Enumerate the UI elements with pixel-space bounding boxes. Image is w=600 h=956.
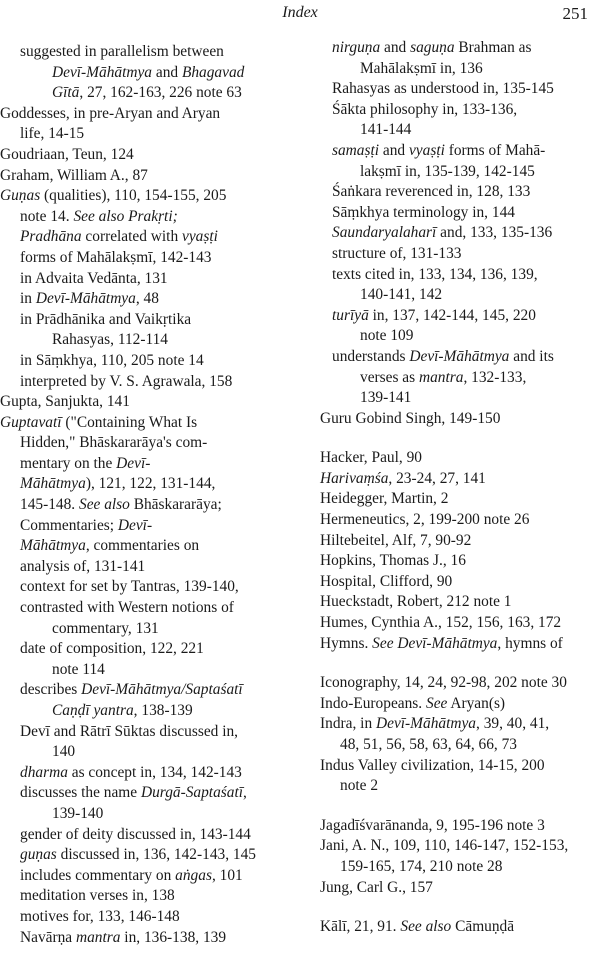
- index-subentry: [0, 557, 312, 578]
- index-entry: [320, 448, 600, 469]
- entry-group-gap: [320, 654, 600, 673]
- entry-text: Caṇḍī yantra: [52, 702, 134, 719]
- entry-text: Durgā-Saptaśatī: [140, 784, 244, 802]
- entry-text: Indo-Europeans.: [320, 694, 426, 712]
- entry-text: Navārṇa: [20, 928, 76, 946]
- entry-text: 139-140: [52, 804, 104, 822]
- index-subentry: [0, 83, 312, 104]
- entry-text: 141-144: [360, 121, 412, 139]
- index-subentry: [0, 763, 312, 784]
- entry-text: Śaṅkara reverenced in, 128, 133: [332, 183, 531, 201]
- index-subentry: [320, 162, 600, 183]
- index-subentry: [0, 866, 312, 887]
- entry-text: Iconography, 14, 24, 92-98, 202 note 30: [320, 674, 567, 692]
- index-entry: [320, 409, 600, 430]
- entry-text: Devī-Māhātmya/Saptaśatī: [81, 681, 243, 699]
- entry-text: Devī-: [116, 454, 151, 472]
- entry-text: 145-148.: [20, 496, 79, 514]
- index-entry: [320, 917, 600, 938]
- index-subentry: [0, 886, 312, 907]
- entry-text: analysis of, 131-141: [20, 557, 146, 575]
- entry-text: mantra: [75, 928, 121, 946]
- index-subentry: [320, 776, 600, 797]
- entry-text: dharma: [20, 763, 68, 781]
- index-subentry: [0, 536, 312, 557]
- index-entry: [320, 878, 600, 899]
- entry-text: Mahālakṣmī in, 136: [360, 59, 483, 77]
- index-subentry: [320, 141, 600, 162]
- entry-text: Māhātmya: [20, 475, 86, 493]
- entry-text: commentary, 131: [52, 619, 159, 637]
- index-subentry: [0, 227, 312, 248]
- entry-text: note 109: [360, 327, 414, 345]
- entry-text: Devī-Māhātmya: [52, 63, 153, 81]
- entry-text: Hacker, Paul, 90: [320, 449, 422, 467]
- entry-text: in Sāṃkhya, 110, 205 note 14: [20, 351, 204, 369]
- entry-text: Kālī, 21, 91.: [320, 918, 401, 936]
- entry-text: texts cited in, 133, 134, 136, 139,: [332, 265, 538, 283]
- entry-text: in Advaita Vedānta, 131: [20, 269, 168, 287]
- index-entry: [320, 836, 600, 857]
- entry-text: 48, 51, 56, 58, 63, 64, 66, 73: [340, 736, 517, 753]
- index-subentry: [0, 516, 312, 537]
- entry-group-gap: [320, 429, 600, 448]
- index-subentry: [0, 207, 312, 228]
- entry-text: Aryan(s): [447, 694, 506, 712]
- entry-text: Guṇas: [0, 187, 41, 205]
- index-subentry: [320, 326, 600, 347]
- entry-text: Pradhāna: [20, 228, 82, 246]
- index-subentry: [320, 59, 600, 80]
- index-subentry: [0, 722, 312, 743]
- entry-text: mentary on the: [20, 454, 117, 472]
- entry-text: See Devī-Māhātmya: [372, 634, 498, 652]
- index-column-left: [0, 42, 312, 948]
- index-entry: [320, 531, 600, 552]
- entry-text: Hermeneutics, 2, 199-200 note 26: [320, 511, 530, 529]
- entry-text: (qualities), 110, 154-155, 205: [40, 187, 227, 205]
- entry-text: motives for, 133, 146-148: [20, 907, 180, 925]
- entry-text: See: [426, 694, 448, 712]
- entry-text: understands: [332, 347, 410, 365]
- index-subentry: [0, 289, 312, 310]
- entry-text: suggested in parallelism between: [20, 43, 224, 60]
- index-subentry: [0, 351, 312, 372]
- index-subentry: [0, 660, 312, 681]
- entry-text: 140: [52, 743, 76, 761]
- entry-text: ("Containing What Is: [61, 413, 198, 431]
- index-subentry: [0, 701, 312, 722]
- entry-text: verses as: [360, 368, 419, 386]
- index-subentry: [0, 124, 312, 145]
- entry-text: in, 137, 142-144, 145, 220: [368, 306, 536, 324]
- page-number: 251: [562, 4, 588, 23]
- entry-text: and: [380, 39, 411, 56]
- index-subentry: [0, 63, 312, 84]
- entry-text: 140-141, 142: [360, 286, 443, 304]
- entry-text: Jagadīśvarānanda, 9, 195-196 note 3: [320, 816, 545, 834]
- index-subentry: [0, 783, 312, 804]
- entry-text: as concept in, 134, 142-143: [67, 763, 242, 781]
- index-subentry: [0, 680, 312, 701]
- index-entry: [0, 145, 312, 166]
- entry-text: gender of deity discussed in, 143-144: [20, 825, 251, 843]
- entry-text: vyaṣṭi: [182, 228, 218, 246]
- entry-text: note 2: [340, 777, 379, 795]
- entry-text: Gītā: [52, 84, 80, 102]
- entry-group-gap: [320, 797, 600, 816]
- index-subentry: [320, 857, 600, 878]
- index-entry: [0, 166, 312, 187]
- index-subentry: [320, 38, 600, 59]
- index-subentry: [320, 100, 600, 121]
- entry-text: correlated with: [81, 228, 183, 246]
- index-subentry: [0, 372, 312, 393]
- index-subentry: [320, 735, 600, 756]
- entry-text: Sāṃkhya terminology in, 144: [332, 203, 515, 221]
- index-entry: [320, 714, 600, 735]
- entry-text: , 27, 162-163, 226 note 63: [79, 84, 242, 102]
- index-subentry: [320, 244, 600, 265]
- entry-text: discussed in, 136, 142-143, 145: [56, 846, 256, 864]
- entry-text: contrasted with Western notions of: [20, 599, 234, 617]
- running-title: Index: [282, 4, 318, 21]
- index-subentry: [320, 265, 600, 286]
- entry-text: Heidegger, Martin, 2: [320, 490, 449, 508]
- index-subentry: [0, 330, 312, 351]
- entry-text: Harivaṃśa: [320, 469, 389, 487]
- entry-text: See also: [400, 918, 452, 936]
- index-subentry: [0, 269, 312, 290]
- entry-text: Saundaryalaharī: [332, 224, 437, 242]
- entry-text: Hymns.: [320, 634, 373, 652]
- entry-text: Rahasyas as understood in, 135-145: [332, 80, 554, 98]
- index-entry: [320, 592, 600, 613]
- index-subentry: [0, 310, 312, 331]
- index-entry: [320, 469, 600, 490]
- entry-text: Graham, William A., 87: [0, 166, 148, 184]
- entry-text: saguṇa: [410, 39, 455, 56]
- entry-text: Hopkins, Thomas J., 16: [320, 552, 466, 570]
- entry-text: describes: [20, 681, 82, 699]
- index-entry: [320, 634, 600, 655]
- entry-text: mantra: [418, 368, 464, 386]
- entry-text: Indus Valley civilization, 14-15, 200: [320, 756, 545, 774]
- entry-text: samaṣṭi: [332, 141, 380, 159]
- index-entry: [320, 816, 600, 837]
- entry-text: Goudriaan, Teun, 124: [0, 145, 134, 163]
- entry-text: 139-141: [360, 389, 412, 407]
- index-subentry: [0, 639, 312, 660]
- index-subentry: [320, 306, 600, 327]
- entry-text: Bhagavad: [181, 63, 245, 81]
- index-subentry: [0, 845, 312, 866]
- entry-text: and: [379, 141, 409, 159]
- entry-text: Brahman as: [454, 39, 532, 56]
- index-entry: [320, 756, 600, 777]
- entry-text: Jani, A. N., 109, 110, 146-147, 152-153,: [320, 837, 569, 855]
- entry-text: , 39, 40, 41,: [476, 715, 550, 733]
- entry-text: ), 121, 122, 131-144,: [85, 475, 216, 493]
- index-subentry: [0, 433, 312, 454]
- entry-text: structure of, 131-133: [332, 244, 462, 262]
- entry-text: Guptavatī: [0, 413, 62, 431]
- entry-text: Devī-Māhātmya: [376, 715, 477, 733]
- entry-text: forms of Mahālakṣmī, 142-143: [20, 248, 212, 266]
- index-subentry: [0, 907, 312, 928]
- index-subentry: [0, 928, 312, 949]
- index-entry: [0, 392, 312, 413]
- index-subentry: [0, 619, 312, 640]
- entry-text: Bhāskararāya;: [129, 496, 222, 514]
- entry-text: nirguṇa: [332, 39, 381, 56]
- index-entry: [0, 104, 312, 125]
- entry-text: , hymns of: [497, 634, 563, 652]
- index-subentry: [0, 742, 312, 763]
- index-subentry: [0, 42, 312, 63]
- entry-text: Śākta philosophy in, 133-136,: [332, 100, 518, 118]
- entry-text: in Prādhānika and Vaikṛtika: [20, 310, 192, 328]
- entry-text: Devī-Māhātmya: [35, 290, 136, 308]
- entry-text: Jung, Carl G., 157: [320, 878, 433, 896]
- entry-text: , 138-139: [133, 702, 193, 719]
- index-subentry: [320, 347, 600, 368]
- index-subentry: [320, 388, 600, 409]
- entry-text: See also: [79, 496, 130, 514]
- entry-text: Hospital, Clifford, 90: [320, 572, 453, 590]
- entry-text: Devī and Rātrī Sūktas discussed in,: [20, 722, 239, 740]
- index-subentry: [0, 825, 312, 846]
- index-subentry: [0, 598, 312, 619]
- entry-text: in, 136-138, 139: [120, 928, 227, 946]
- entry-text: and: [152, 63, 182, 81]
- entry-text: , 101: [211, 866, 243, 884]
- entry-text: Hiltebeitel, Alf, 7, 90-92: [320, 531, 472, 549]
- index-subentry: [0, 248, 312, 269]
- entry-text: turīyā: [332, 306, 369, 324]
- index-subentry: [320, 79, 600, 100]
- index-subentry: [320, 223, 600, 244]
- entry-text: Indra, in: [320, 715, 376, 733]
- entry-text: , 132-133,: [463, 368, 527, 386]
- entry-text: Rahasyas, 112-114: [52, 331, 168, 349]
- entry-text: Māhātmya: [20, 537, 86, 555]
- entry-text: Humes, Cynthia A., 152, 156, 163, 172: [320, 614, 562, 632]
- index-entry: [320, 572, 600, 593]
- entry-text: ,: [243, 784, 247, 802]
- index-subentry: [0, 495, 312, 516]
- entry-text: Guru Gobind Singh, 149-150: [320, 409, 501, 427]
- entry-text: forms of Mahā-: [444, 141, 546, 159]
- entry-text: , commentaries on: [85, 537, 200, 555]
- index-subentry: [320, 203, 600, 224]
- entry-text: Cāmuṇḍā: [451, 918, 515, 936]
- entry-text: Devī-Māhātmya: [409, 347, 510, 365]
- entry-text: date of composition, 122, 221: [20, 640, 204, 658]
- entry-text: vyaṣṭi: [408, 141, 445, 159]
- entry-text: Hidden," Bhāskararāya's com-: [20, 434, 208, 452]
- index-subentry: [320, 285, 600, 306]
- index-entry: [0, 413, 312, 434]
- index-column-right: [320, 38, 600, 938]
- entry-text: aṅgas: [175, 866, 212, 884]
- entry-group-gap: [320, 898, 600, 917]
- entry-text: interpreted by V. S. Agrawala, 158: [20, 372, 233, 390]
- entry-text: Hueckstadt, Robert, 212 note 1: [320, 593, 512, 611]
- index-entry: [0, 186, 312, 207]
- entry-text: note 114: [52, 660, 105, 678]
- entry-text: 159-165, 174, 210 note 28: [340, 857, 503, 875]
- entry-text: discusses the name: [20, 784, 141, 802]
- entry-text: See also Prakṛti;: [73, 207, 178, 225]
- index-entry: [320, 673, 600, 694]
- entry-text: Gupta, Sanjukta, 141: [0, 393, 130, 411]
- index-subentry: [320, 120, 600, 141]
- entry-text: and its: [509, 347, 554, 365]
- index-entry: [320, 694, 600, 715]
- index-subentry: [0, 474, 312, 495]
- index-subentry: [0, 454, 312, 475]
- index-entry: [320, 510, 600, 531]
- index-subentry: [320, 368, 600, 389]
- entry-text: in: [20, 290, 36, 308]
- page-header: [0, 4, 600, 30]
- index-subentry: [0, 577, 312, 598]
- entry-text: meditation verses in, 138: [20, 887, 175, 905]
- entry-text: context for set by Tantras, 139-140,: [20, 578, 239, 596]
- index-subentry: [0, 804, 312, 825]
- index-entry: [320, 551, 600, 572]
- entry-text: , 23-24, 27, 141: [388, 469, 486, 487]
- index-subentry: [320, 182, 600, 203]
- index-entry: [320, 613, 600, 634]
- entry-text: Goddesses, in pre-Aryan and Aryan: [0, 104, 221, 122]
- entry-text: lakṣmī in, 135-139, 142-145: [360, 162, 535, 180]
- entry-text: note 14.: [20, 207, 74, 225]
- entry-text: , 48: [135, 290, 159, 308]
- entry-text: life, 14-15: [20, 125, 85, 143]
- entry-text: includes commentary on: [20, 866, 176, 884]
- entry-text: and, 133, 135-136: [436, 224, 553, 242]
- entry-text: Devī-: [117, 516, 153, 534]
- entry-text: Commentaries;: [20, 516, 118, 534]
- entry-text: guṇas: [20, 846, 57, 864]
- index-entry: [320, 489, 600, 510]
